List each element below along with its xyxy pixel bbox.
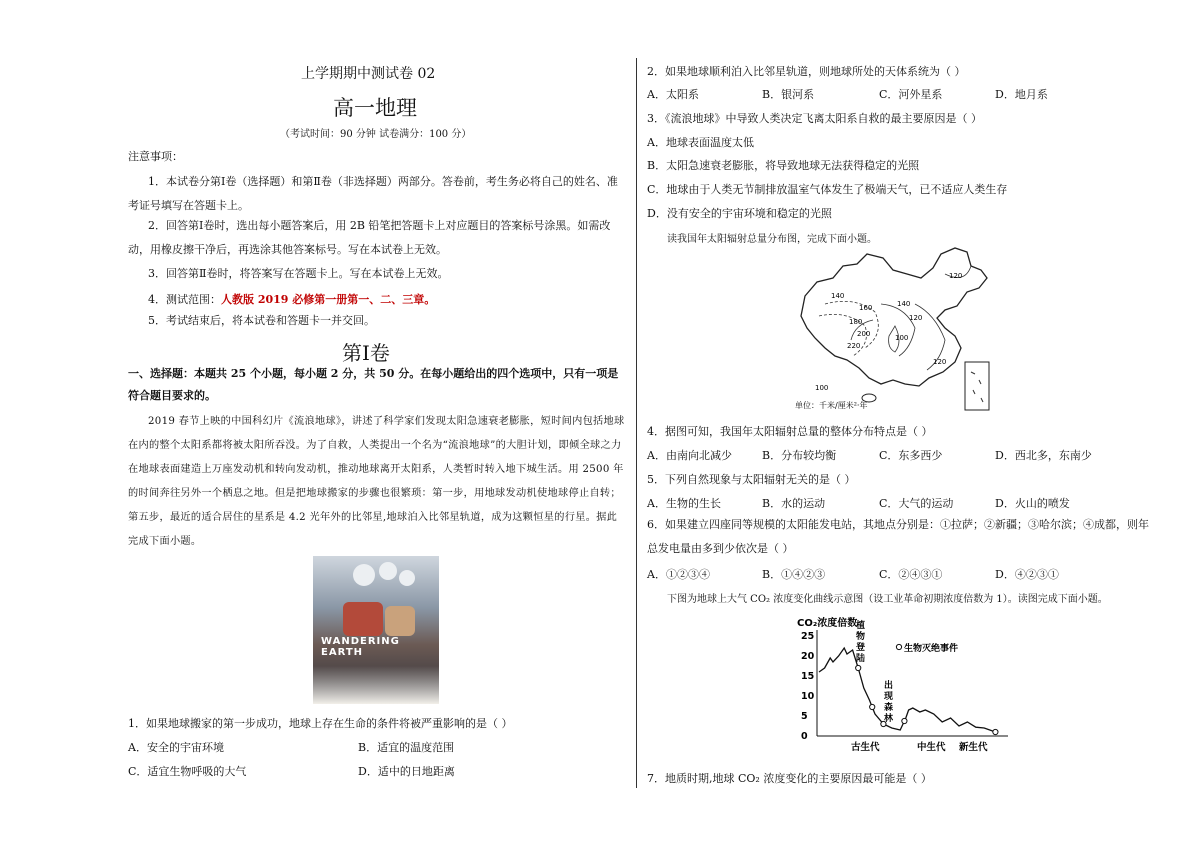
map-intro: 读我国年太阳辐射总量分布图，完成下面小题。 [667, 234, 877, 245]
q1-option-d: D．适中的日地距离 [358, 765, 455, 778]
annotation-char: 植 [856, 621, 866, 631]
q5-option-b: B．水的运动 [762, 497, 826, 510]
poster-astronaut-helmet [379, 562, 397, 580]
exam-info: （考试时间：90 分钟 试卷满分：100 分） [280, 129, 472, 140]
poster-astronaut-helmet [353, 564, 375, 586]
y-tick-label: 5 [801, 711, 808, 722]
legend-circle [896, 644, 901, 649]
q6-option-b: B．①④②③ [762, 568, 826, 581]
subject-title: 高一地理 [333, 96, 417, 120]
extinction-event-circle [856, 665, 861, 670]
poster-fade [313, 666, 439, 704]
q7-stem: 7．地质时期,地球 CO₂ 浓度变化的主要原因最可能是（ ） [647, 772, 932, 785]
q6-option-a: A．①②③④ [647, 568, 710, 581]
contour-label: 100 [895, 334, 909, 342]
south-china-sea-inset [965, 362, 989, 410]
contour-label: 120 [949, 272, 963, 280]
y-tick-label: 20 [801, 651, 815, 662]
q2-option-c: C．河外星系 [879, 88, 943, 101]
contour-label: 200 [857, 330, 871, 338]
extinction-event-markers [856, 665, 998, 734]
q3-option-d: D．没有安全的宇宙环境和稳定的光照 [647, 207, 832, 220]
q3-stem: 3．《流浪地球》中导致人类决定飞离太阳系自救的最主要原因是（ ） [647, 112, 982, 125]
co2-series-line [819, 648, 995, 732]
column-divider [636, 58, 637, 788]
q5-stem: 5．下列自然现象与太阳辐射无关的是（ ） [647, 473, 856, 486]
contour-label: 220 [847, 342, 861, 350]
q4-option-b: B．分布较均衡 [762, 449, 837, 462]
annotation-char: 出 [884, 681, 894, 691]
poster-astronaut-suit [385, 606, 415, 636]
poster-astronaut-suit [343, 602, 383, 636]
notice-heading: 注意事项： [128, 150, 183, 163]
y-tick-label: 0 [801, 731, 808, 742]
inset-islands [971, 372, 983, 402]
q5-option-a: A．生物的生长 [647, 497, 721, 510]
q6-stem: 6．如果建立四座同等规模的太阳能发电站，其地点分别是：①拉萨；②新疆；③哈尔滨；④成都，则年总发电量由多到少依次是（ ） [647, 518, 1149, 555]
co2-chart [793, 612, 1013, 757]
annotation-plant-landing [855, 619, 868, 664]
y-axis-label: CO₂浓度倍数 [797, 618, 858, 629]
chart-intro: 下图为地球上大气 CO₂ 浓度变化曲线示意图（设工业革命初期浓度倍数为 1）。读图完成下面小题。 [667, 594, 1108, 605]
q2-option-d: D．地月系 [995, 88, 1048, 101]
contour-label: 180 [849, 318, 863, 326]
q1-option-b: B．适宜的温度范围 [358, 741, 455, 754]
legend-extinction: 生物灭绝事件 [904, 644, 959, 654]
era-label-mesozoic: 中生代 [917, 742, 946, 753]
era-label-paleozoic: 古生代 [851, 742, 880, 753]
q4-option-c: C．东多西少 [879, 449, 943, 462]
y-tick-labels [801, 631, 815, 742]
contour-label: 140 [897, 300, 911, 308]
part-heading: 第Ⅰ卷 [342, 341, 390, 365]
notice-item-1: 1．本试卷分第Ⅰ卷（选择题）和第Ⅱ卷（非选择题）两部分。答卷前，考生务必将自己的姓名、准考证号填写在答题卡上。 [128, 175, 618, 212]
extinction-event-circle [993, 729, 998, 734]
y-tick-label: 25 [801, 631, 815, 642]
y-tick-label: 10 [801, 691, 815, 702]
annotation-char: 物 [856, 632, 866, 642]
poster-astronaut-helmet [399, 570, 415, 586]
section-title: 一、选择题：本题共 25 个小题，每小题 2 分，共 50 分。在每小题给出的四个选项中，只有一项是符合题目要求的。 [128, 367, 619, 402]
reading-passage: 2019 春节上映的中国科幻片《流浪地球》，讲述了科学家们发现太阳急速衰老膨胀，短时间内包括地球在内的整个太阳系都将被太阳所吞没。为了自救，人类提出一个名为“流浪地球”的大胆计划，即倾全球之力在地球表面建造上万座发动机和转向发动机，推动地球离开太阳系，人类暂时转入地下城生活。用 2500 年的时间奔往另外一个栖息之地。但是把地球搬家的步骤也很繁琐：第一步，用地球发动机使地球停止自转；第五步，最近的适合居住的星系是 4.2 光年外的比邻星,地球泊入比邻星轨道，成为这颗恒星的行星。据此完成下面小题。 [128, 416, 625, 547]
q4-stem: 4．据图可知，我国年太阳辐射总量的整体分布特点是（ ） [647, 425, 933, 438]
notice-item-5: 5．考试结束后，将本试卷和答题卡一并交回。 [148, 314, 375, 327]
q4-option-d: D．西北多，东南少 [995, 449, 1092, 462]
q3-option-b: B．太阳急速衰老膨胀，将导致地球无法获得稳定的光照 [647, 159, 920, 172]
q1-option-c: C．适宜生物呼吸的大气 [128, 765, 247, 778]
q4-option-a: A．由南向北减少 [647, 449, 732, 462]
q5-option-d: D．火山的喷发 [995, 497, 1070, 510]
contour-label: 120 [909, 314, 923, 322]
annotation-char: 现 [884, 692, 894, 702]
poster-title: WANDERING EARTH [321, 636, 400, 658]
notice-item-4-prefix: 4．测试范围： [148, 293, 221, 306]
extinction-event-circle [902, 718, 907, 723]
map-unit: 单位：千米/厘米²·年 [795, 401, 868, 410]
q6-option-c: C．②④③① [879, 568, 943, 581]
annotation-char: 林 [884, 714, 894, 724]
q3-option-c: C．地球由于人类无节制排放温室气体发生了极端天气，已不适应人类生存 [647, 183, 1008, 196]
solar-radiation-map [795, 244, 1010, 414]
exam-title: 上学期期中测试卷 02 [301, 66, 436, 82]
test-scope: 人教版 2019 必修第一册第一、二、三章。 [221, 293, 436, 306]
contour-line [881, 304, 915, 356]
contour-label: 140 [831, 292, 845, 300]
notice-item-4 [148, 291, 435, 307]
q1-option-a: A．安全的宇宙环境 [128, 741, 224, 754]
contour-label: 120 [933, 358, 947, 366]
contour-label: 160 [859, 304, 873, 312]
extinction-event-circle [870, 704, 875, 709]
annotation-char: 陆 [856, 654, 866, 664]
wandering-earth-poster [313, 556, 439, 704]
annotation-char: 登 [856, 643, 866, 653]
q5-option-c: C．大气的运动 [879, 497, 954, 510]
q6-option-d: D．④②③① [995, 568, 1059, 581]
china-outline [801, 248, 987, 386]
q1-stem: 1．如果地球搬家的第一步成功，地球上存在生命的条件将被严重影响的是（ ） [128, 717, 513, 730]
q2-stem: 2．如果地球顺利泊入比邻星轨道，则地球所处的天体系统为（ ） [647, 65, 966, 78]
q2-option-b: B．银河系 [762, 88, 815, 101]
annotation-char: 森 [884, 703, 894, 713]
y-tick-label: 15 [801, 671, 815, 682]
notice-item-2: 2．回答第Ⅰ卷时，选出每小题答案后，用 2B 铅笔把答题卡上对应题目的答案标号涂黑。如需改动，用橡皮擦干净后，再选涂其他答案标号。写在本试卷上无效。 [128, 219, 611, 256]
q2-option-a: A．太阳系 [647, 88, 699, 101]
notice-item-3: 3．回答第Ⅱ卷时，将答案写在答题卡上。写在本试卷上无效。 [148, 267, 449, 280]
annotation-forest [883, 679, 896, 724]
contour-label: 100 [815, 384, 829, 392]
era-label-cenozoic: 新生代 [959, 742, 988, 753]
q3-option-a: A．地球表面温度太低 [647, 136, 754, 149]
